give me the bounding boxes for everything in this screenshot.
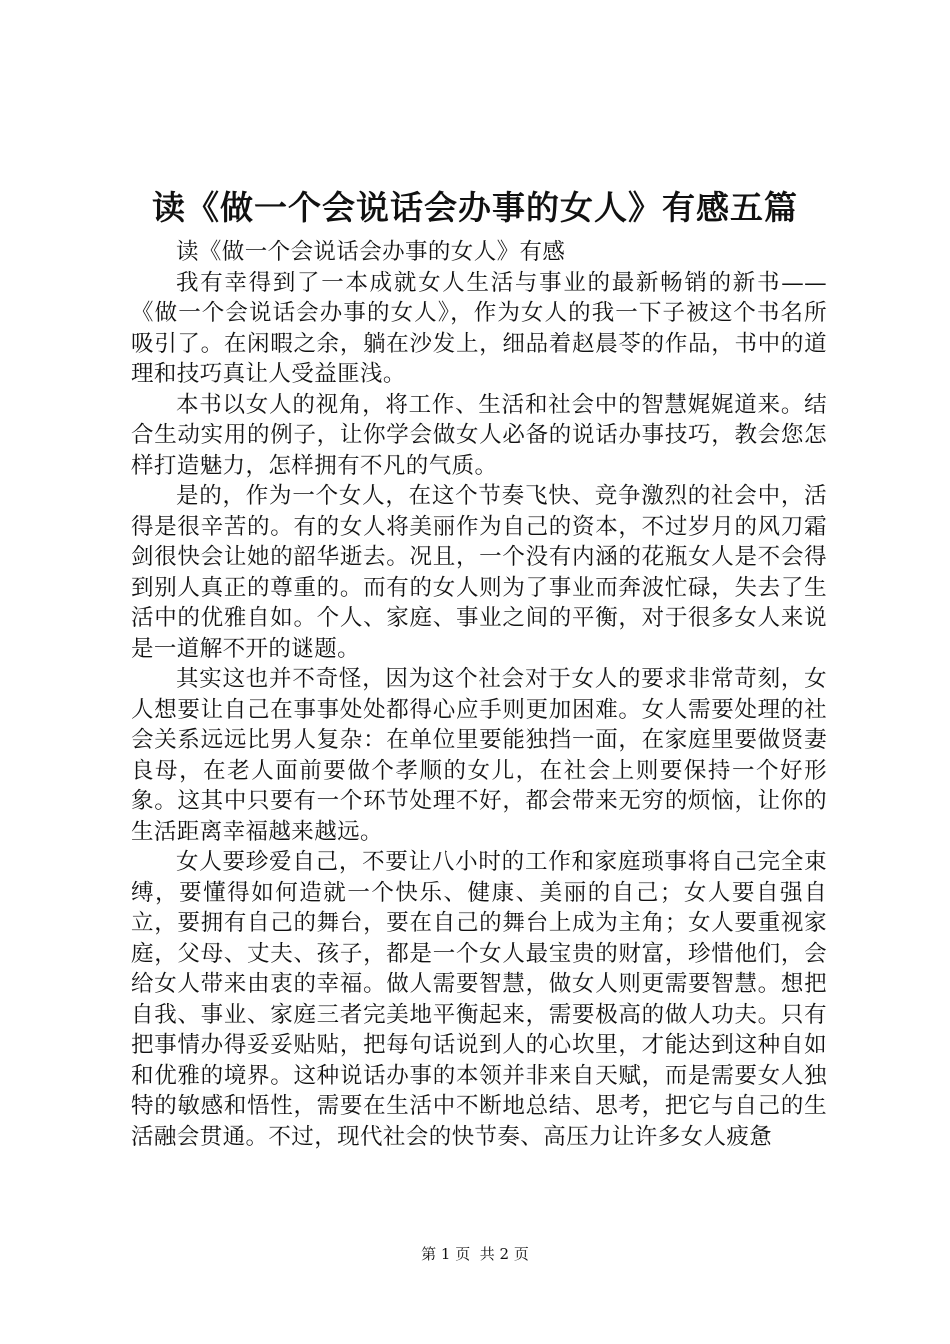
subtitle-paragraph: 读《做一个会说话会办事的女人》有感 (176, 239, 566, 265)
body-paragraph-5: 女人要珍爱自己，不要让八小时的工作和家庭琐事将自己完全束缚，要懂得如何造就一个快乐、健康、美丽的自己；女人要自强自立，要拥有自己的舞台，要在自己的舞台上成为主角；女人要重视家庭，父母、丈夫、孩子，都是一个女人最宝贵的财富，珍惜他们，会给女人带来由衷的幸福。做人需要智慧，做女人则更需要智慧。想把自我、事业、家庭三者完美地平衡起来，需要极高的做人功夫。只有把事情办得妥妥贴贴，把每句话说到人的心坎里，才能达到这种自如和优雅的境界。这种说话办事的本领并非来自天赋，而是需要女人独特的敏感和悟性，需要在生活中不断地总结、思考，把它与自己的生活融会贯通。不过，现代社会的快节奏、高压力让许多女人疲惫 (131, 849, 827, 1150)
body-paragraph-2: 本书以女人的视角，将工作、生活和社会中的智慧娓娓道来。结合生动实用的例子，让你学会做女人必备的说话办事技巧，教会您怎样打造魅力，怎样拥有不凡的气质。 (131, 391, 827, 479)
page-footer: 第 1 页 共 2 页 (421, 1245, 529, 1263)
document-title: 读《做一个会说话会办事的女人》有感五篇 (152, 188, 798, 227)
body-paragraph-3: 是的，作为一个女人，在这个节奏飞快、竞争激烈的社会中，活得是很辛苦的。有的女人将美丽作为自己的资本，不过岁月的风刀霜剑很快会让她的韶华逝去。况且，一个没有内涵的花瓶女人是不会得到别人真正的尊重的。而有的女人则为了事业而奔波忙碌，失去了生活中的优雅自如。个人、家庭、事业之间的平衡，对于很多女人来说是一道解不开的谜题。 (131, 483, 827, 662)
body-paragraph-4: 其实这也并不奇怪，因为这个社会对于女人的要求非常苛刻，女人想要让自己在事事处处都得心应手则更加困难。女人需要处理的社会关系远远比男人复杂：在单位里要能独挡一面，在家庭里要做贤妻良母，在老人面前要做个孝顺的女儿，在社会上则要保持一个好形象。这其中只要有一个环节处理不好，都会带来无穷的烦恼，让你的生活距离幸福越来越远。 (131, 666, 827, 845)
body-paragraph-1: 我有幸得到了一本成就女人生活与事业的最新畅销的新书——《做一个会说话会办事的女人》，作为女人的我一下子被这个书名所吸引了。在闲暇之余，躺在沙发上，细品着赵晨苓的作品，书中的道理和技巧真让人受益匪浅。 (131, 269, 827, 387)
document-body (131, 237, 827, 1152)
